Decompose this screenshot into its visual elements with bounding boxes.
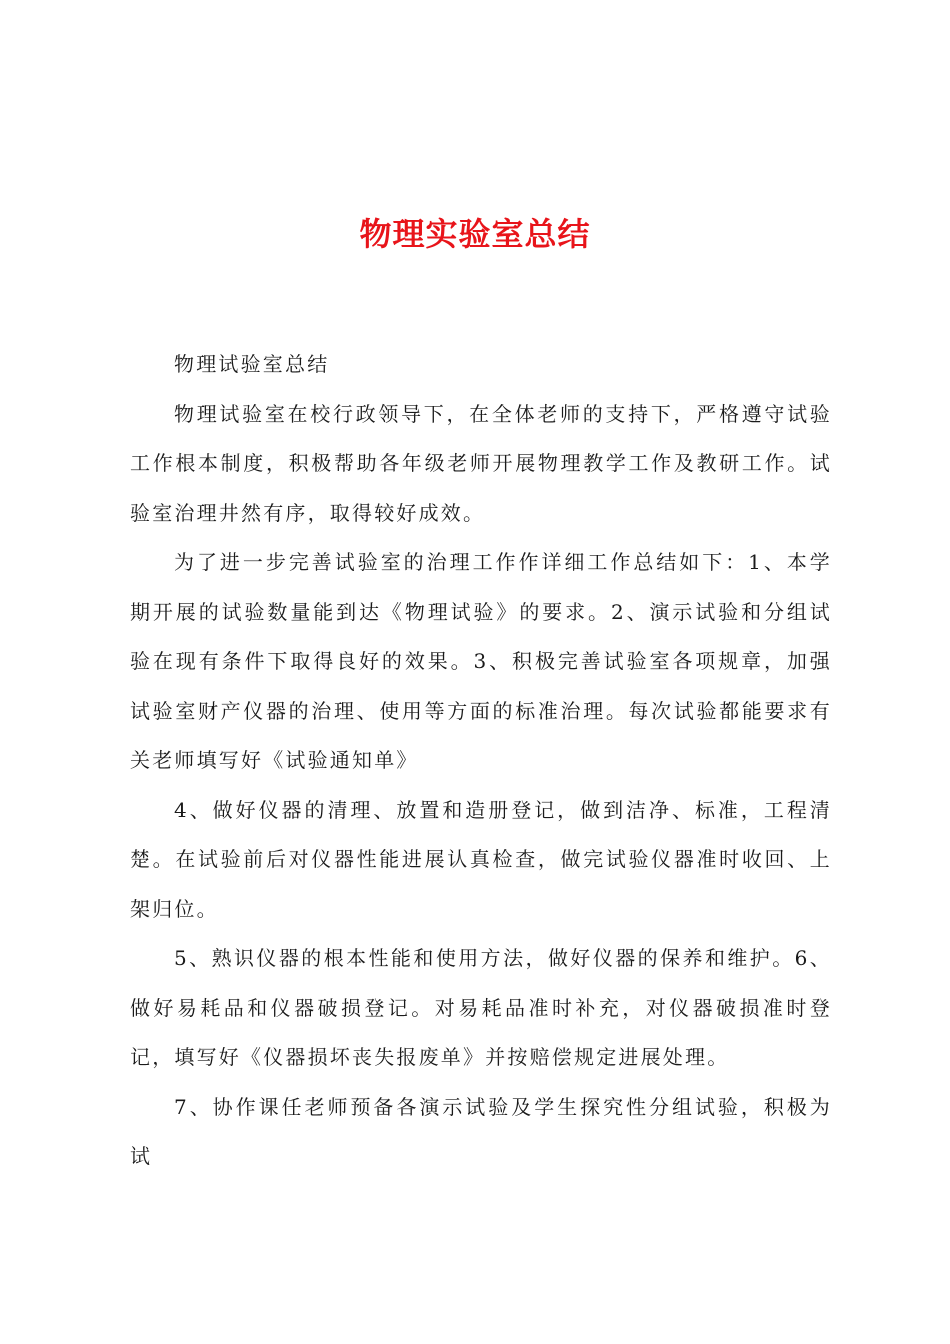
paragraph: 为了进一步完善试验室的治理工作作详细工作总结如下：1、本学期开展的试验数量能到达《物理试验》的要求。2、演示试验和分组试验在现有条件下取得良好的效果。3、积极完善试验室各项规章，加强试验室财产仪器的治理、使用等方面的标准治理。每次试验都能要求有关老师填写好《试验通知单》 bbox=[130, 550, 832, 772]
document-title: 物理实验室总结 bbox=[359, 215, 591, 253]
paragraph: 4、做好仪器的清理、放置和造册登记，做到洁净、标准，工程清楚。在试验前后对仪器性能进展认真检查，做完试验仪器准时收回、上架归位。 bbox=[130, 797, 832, 921]
paragraph-heading: 物理试验室总结 bbox=[174, 352, 330, 376]
paragraph: 5、熟识仪器的根本性能和使用方法，做好仪器的保养和维护。6、做好易耗品和仪器破损登记。对易耗品准时补充，对仪器破损准时登记，填写好《仪器损坏丧失报废单》并按赔偿规定进展处理。 bbox=[130, 946, 832, 1069]
paragraph: 物理试验室在校行政领导下，在全体老师的支持下，严格遵守试验工作根本制度，积极帮助各年级老师开展物理教学工作及教研工作。试验室治理井然有序，取得较好成效。 bbox=[130, 401, 832, 525]
paragraph: 7、协作课任老师预备各演示试验及学生探究性分组试验，积极为试 bbox=[130, 1094, 832, 1168]
document-body bbox=[130, 340, 832, 1182]
